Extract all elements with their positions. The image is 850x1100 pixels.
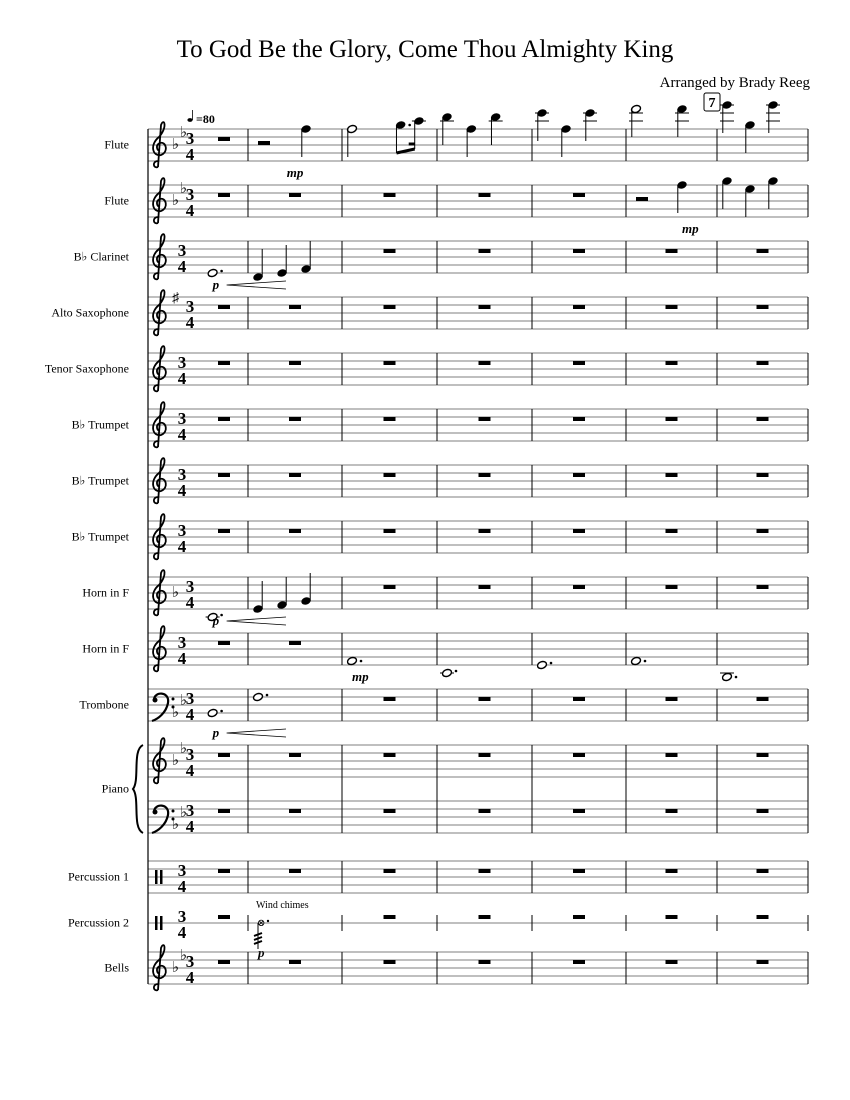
rehearsal-mark: 7 [708, 96, 716, 111]
crescendo-hairpin [227, 617, 286, 625]
whole-rest [479, 193, 491, 197]
bass-clef-dot [153, 810, 158, 815]
staff-tenor-saxophone [148, 346, 808, 391]
quarter-note-icon [187, 118, 192, 122]
staff-b-trumpet [148, 458, 808, 503]
staff-alto-saxophone [148, 290, 808, 335]
whole-rest [479, 960, 491, 964]
time-signature-top: 3 [177, 633, 187, 652]
whole-rest [289, 641, 301, 645]
augmentation-dot [644, 660, 647, 663]
dynamic-marking: p [212, 725, 220, 740]
score-title: To God Be the Glory, Come Thou Almighty King [176, 36, 674, 63]
whole-rest [573, 915, 585, 919]
whole-rest [479, 869, 491, 873]
percussion-clef-icon [155, 870, 158, 884]
time-signature-bottom: 4 [177, 923, 187, 942]
staff-b-trumpet [148, 402, 808, 447]
whole-rest [479, 417, 491, 421]
augmentation-dot [360, 660, 363, 663]
whole-rest [666, 585, 678, 589]
time-signature-top: 3 [177, 907, 187, 926]
whole-rest [218, 361, 230, 365]
whole-rest [479, 305, 491, 309]
flat-accidental: ♭ [180, 693, 188, 709]
time-signature-top: 3 [177, 409, 187, 428]
tempo-marking: =80 [196, 112, 215, 126]
whole-rest [384, 249, 396, 253]
time-signature-top: 3 [185, 801, 195, 820]
whole-rest [218, 915, 230, 919]
whole-rest [218, 753, 230, 757]
instrument-label: Horn in F [82, 585, 129, 600]
percussion-clef-icon [160, 916, 163, 930]
tremolo-stroke [254, 937, 262, 940]
whole-rest [479, 473, 491, 477]
whole-rest [666, 417, 678, 421]
beam [396, 149, 414, 153]
time-signature-bottom: 4 [185, 145, 195, 164]
half-rest [258, 141, 270, 145]
whole-rest [666, 915, 678, 919]
dynamic-marking: mp [352, 669, 369, 684]
instrument-label: Flute [104, 193, 129, 208]
whole-rest [757, 249, 769, 253]
instrument-label: Tenor Saxophone [44, 361, 129, 376]
instrument-label: Alto Saxophone [51, 305, 129, 320]
whole-rest [289, 753, 301, 757]
instrument-label: Bells [104, 960, 129, 975]
x-notehead: ⊗ [257, 918, 266, 929]
instrument-label: Percussion 2 [68, 915, 129, 930]
whole-rest [573, 697, 585, 701]
time-signature-top: 3 [177, 861, 187, 880]
whole-rest [666, 809, 678, 813]
whole-rest [218, 641, 230, 645]
whole-rest [757, 529, 769, 533]
flat-accidental: ♭ [172, 753, 180, 769]
augmentation-dot [267, 920, 269, 922]
staff-piano [148, 738, 808, 783]
whole-rest [384, 869, 396, 873]
staff-horn-in-f [148, 626, 808, 682]
staff-percussion-2 [148, 915, 808, 949]
piano-brace [133, 745, 143, 833]
time-signature-top: 3 [177, 465, 187, 484]
whole-rest [479, 753, 491, 757]
notehead [722, 672, 733, 681]
whole-rest [573, 869, 585, 873]
time-signature-top: 3 [185, 129, 195, 148]
whole-rest [384, 915, 396, 919]
crescendo-hairpin [227, 281, 286, 289]
whole-rest [384, 960, 396, 964]
whole-rest [384, 585, 396, 589]
staff-b-trumpet [148, 514, 808, 559]
flat-accidental: ♭ [180, 125, 188, 141]
staff-trombone [148, 689, 808, 737]
whole-rest [757, 869, 769, 873]
half-rest [636, 197, 648, 201]
dynamic-marking: p [212, 613, 220, 628]
flat-accidental: ♭ [180, 805, 188, 821]
instrument-label: Piano [101, 781, 129, 796]
time-signature-bottom: 4 [185, 313, 195, 332]
staff-piano-left-hand [148, 801, 808, 833]
whole-rest [218, 473, 230, 477]
augmentation-dot [408, 124, 411, 127]
time-signature-top: 3 [185, 689, 195, 708]
whole-rest [218, 960, 230, 964]
whole-rest [666, 869, 678, 873]
whole-rest [479, 249, 491, 253]
whole-rest [384, 809, 396, 813]
whole-rest [289, 473, 301, 477]
whole-rest [666, 305, 678, 309]
whole-rest [479, 529, 491, 533]
whole-rest [573, 809, 585, 813]
whole-rest [757, 753, 769, 757]
instrument-label: B♭ Trumpet [71, 529, 129, 544]
whole-rest [289, 809, 301, 813]
whole-rest [666, 473, 678, 477]
whole-rest [757, 305, 769, 309]
instrument-label: Flute [104, 137, 129, 152]
time-signature-bottom: 4 [185, 817, 195, 836]
flat-accidental: ♭ [172, 137, 180, 153]
augmentation-dot [455, 670, 458, 673]
whole-rest [218, 417, 230, 421]
whole-rest [479, 697, 491, 701]
time-signature-bottom: 4 [177, 537, 187, 556]
whole-rest [289, 960, 301, 964]
time-signature-bottom: 4 [177, 369, 187, 388]
whole-rest [384, 193, 396, 197]
staff-flute [148, 176, 808, 223]
whole-rest [666, 753, 678, 757]
technique-text: Wind chimes [256, 900, 309, 911]
whole-rest [218, 305, 230, 309]
whole-rest [289, 305, 301, 309]
whole-rest [757, 417, 769, 421]
whole-rest [218, 869, 230, 873]
whole-rest [384, 697, 396, 701]
time-signature-bottom: 4 [177, 425, 187, 444]
notehead [207, 708, 218, 717]
whole-rest [757, 809, 769, 813]
augmentation-dot [220, 614, 223, 617]
augmentation-dot [220, 710, 223, 713]
whole-rest [289, 361, 301, 365]
whole-rest [666, 960, 678, 964]
staff-b-clarinet [148, 234, 808, 289]
flat-accidental: ♭ [180, 948, 188, 964]
whole-rest [573, 417, 585, 421]
flat-accidental: ♭ [180, 741, 188, 757]
whole-rest [666, 697, 678, 701]
flat-accidental: ♭ [180, 181, 188, 197]
whole-rest [384, 305, 396, 309]
time-signature-top: 3 [185, 185, 195, 204]
augmentation-dot [550, 662, 553, 665]
time-signature-top: 3 [185, 297, 195, 316]
time-signature-bottom: 4 [185, 201, 195, 220]
whole-rest [757, 473, 769, 477]
whole-rest [573, 960, 585, 964]
instrument-label: B♭ Trumpet [71, 417, 129, 432]
percussion-clef-icon [160, 870, 163, 884]
whole-rest [384, 529, 396, 533]
arranger-credit: Arranged by Brady Reeg [659, 75, 810, 91]
whole-rest [757, 915, 769, 919]
time-signature-top: 3 [177, 353, 187, 372]
instrument-label: B♭ Trumpet [71, 473, 129, 488]
time-signature-top: 3 [185, 952, 195, 971]
dynamic-marking: p [258, 945, 265, 960]
time-signature-bottom: 4 [185, 593, 195, 612]
whole-rest [666, 529, 678, 533]
whole-rest [757, 960, 769, 964]
whole-rest [289, 417, 301, 421]
augmentation-dot [735, 676, 738, 679]
whole-rest [573, 361, 585, 365]
whole-rest [479, 915, 491, 919]
instrument-label: Percussion 1 [68, 869, 129, 884]
whole-rest [573, 249, 585, 253]
flat-accidental: ♭ [172, 817, 180, 833]
whole-rest [479, 361, 491, 365]
whole-rest [289, 529, 301, 533]
whole-rest [384, 417, 396, 421]
tremolo-stroke [254, 933, 262, 936]
notehead [442, 668, 453, 677]
percussion-clef-icon [155, 916, 158, 930]
augmentation-dot [220, 270, 223, 273]
whole-rest [573, 473, 585, 477]
time-signature-bottom: 4 [185, 705, 195, 724]
notehead [253, 692, 264, 701]
whole-rest [384, 473, 396, 477]
whole-rest [573, 193, 585, 197]
whole-rest [479, 809, 491, 813]
whole-rest [666, 361, 678, 365]
time-signature-bottom: 4 [185, 761, 195, 780]
time-signature-bottom: 4 [177, 649, 187, 668]
tremolo-stroke [254, 941, 262, 944]
whole-rest [573, 529, 585, 533]
whole-rest [218, 137, 230, 141]
flat-accidental: ♭ [172, 705, 180, 721]
time-signature-top: 3 [177, 241, 187, 260]
whole-rest [218, 529, 230, 533]
dynamic-marking: p [212, 277, 220, 292]
whole-rest [289, 193, 301, 197]
whole-rest [289, 869, 301, 873]
instrument-label: Trombone [79, 697, 129, 712]
bass-clef-dot [172, 810, 175, 813]
staff-bells [148, 945, 808, 990]
time-signature-bottom: 4 [177, 257, 187, 276]
notehead [631, 656, 642, 665]
whole-rest [218, 193, 230, 197]
sharp-accidental: ♯ [172, 291, 179, 306]
whole-rest [757, 361, 769, 365]
staff-percussion-1 [148, 861, 808, 893]
flat-accidental: ♭ [172, 585, 180, 601]
instrument-label: Horn in F [82, 641, 129, 656]
whole-rest [573, 585, 585, 589]
instrument-label: B♭ Clarinet [73, 249, 129, 264]
whole-rest [666, 249, 678, 253]
whole-rest [218, 809, 230, 813]
time-signature-top: 3 [177, 521, 187, 540]
notehead [537, 660, 548, 669]
dynamic-marking: mp [682, 221, 699, 236]
staff-horn-in-f [148, 570, 808, 625]
time-signature-bottom: 4 [177, 481, 187, 500]
notehead [347, 656, 358, 665]
bass-clef-dot [153, 698, 158, 703]
whole-rest [573, 753, 585, 757]
bass-clef-dot [172, 698, 175, 701]
flat-accidental: ♭ [172, 960, 180, 976]
crescendo-hairpin [227, 729, 286, 737]
augmentation-dot [266, 694, 269, 697]
flat-accidental: ♭ [172, 193, 180, 209]
whole-rest [573, 305, 585, 309]
whole-rest [384, 361, 396, 365]
whole-rest [384, 753, 396, 757]
time-signature-bottom: 4 [185, 968, 195, 987]
dynamic-marking: mp [286, 165, 304, 180]
time-signature-top: 3 [185, 745, 195, 764]
whole-rest [757, 697, 769, 701]
whole-rest [757, 585, 769, 589]
whole-rest [479, 585, 491, 589]
time-signature-bottom: 4 [177, 877, 187, 896]
time-signature-top: 3 [185, 577, 195, 596]
